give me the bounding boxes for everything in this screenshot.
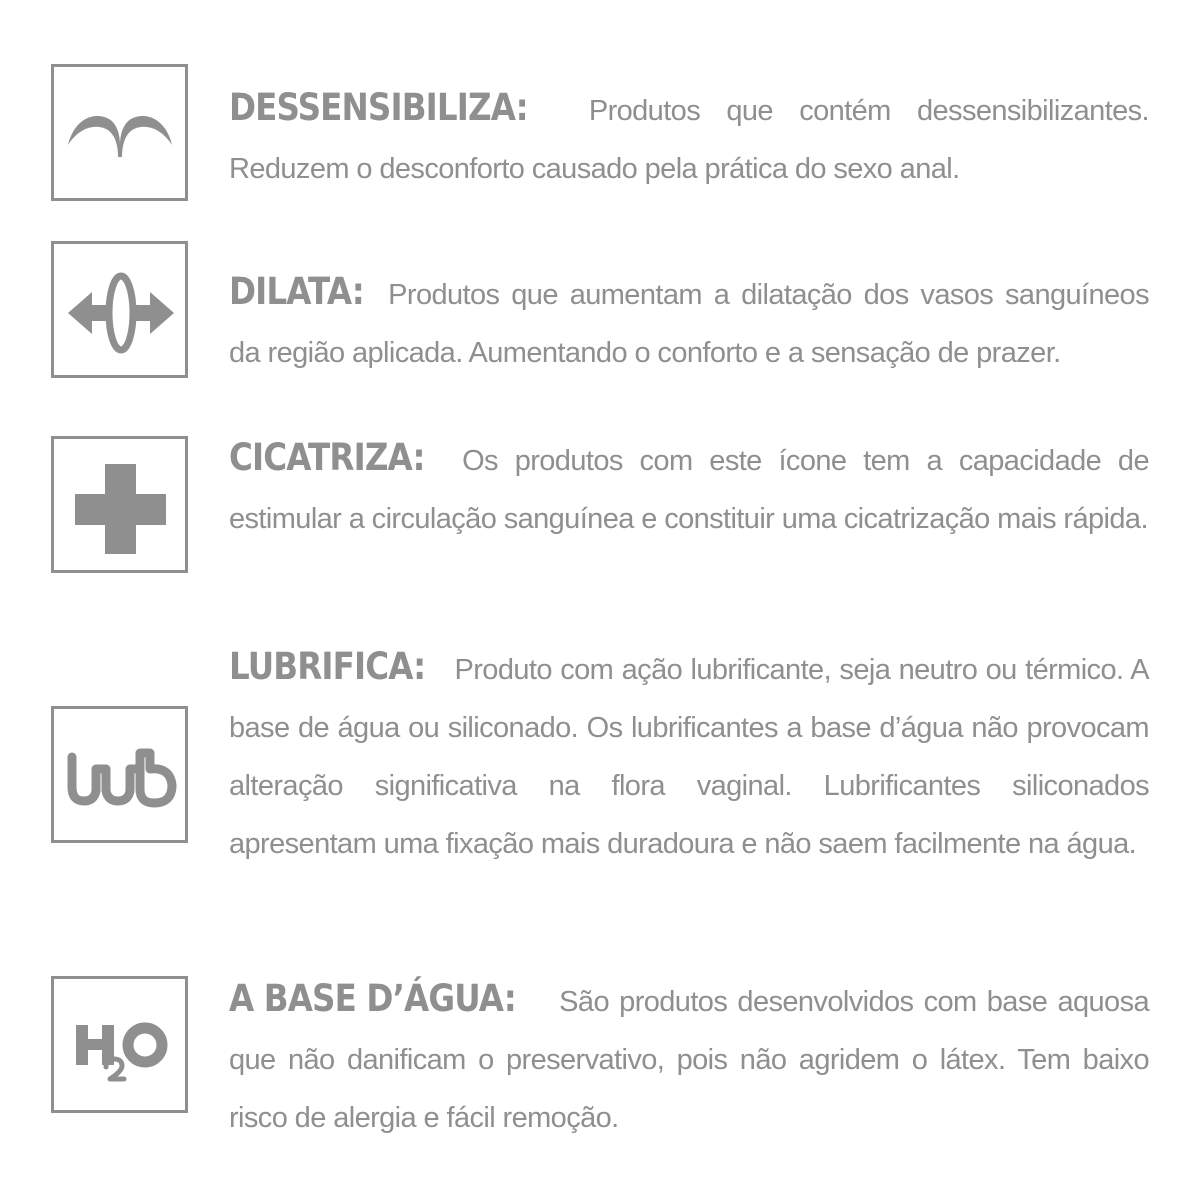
legend-label: LUBRIFICA:	[229, 645, 426, 688]
legend-description: Produtos que aumentam a dilatação dos vasos sanguíneos da região aplicada. Aumentando o conforto e a sensação de prazer.	[229, 279, 1149, 369]
icon-box	[51, 64, 188, 201]
h2o-icon	[54, 979, 185, 1110]
icon-box	[51, 706, 188, 843]
legend-label: CICATRIZA:	[229, 436, 425, 479]
lub-icon	[54, 709, 185, 840]
legend-text	[229, 429, 1149, 548]
legend-description: São produtos desenvolvidos com base aquosa que não danificam o preservativo, pois não agridem o látex. Tem baixo risco de alergia e fácil remoção.	[229, 986, 1149, 1134]
eyebrow-arc-icon	[54, 67, 185, 198]
legend-text	[229, 79, 1149, 198]
icon-box	[51, 976, 188, 1113]
legend-label: A BASE D’ÁGUA:	[229, 977, 516, 1020]
legend-text	[229, 638, 1149, 873]
legend-label: DILATA:	[229, 270, 364, 313]
icon-box	[51, 436, 188, 573]
plus-cross-icon	[54, 439, 185, 570]
legend-description: Produto com ação lubrificante, seja neutro ou térmico. A base de água ou siliconado. Os lubrificantes a base d’água não provocam alteração significativa na flora vaginal. Lubrificantes siliconados apresentam uma fixação mais duradoura e não saem facilmente na água.	[229, 654, 1149, 860]
legend-text	[229, 263, 1149, 382]
legend-label: DESSENSIBILIZA:	[229, 86, 528, 129]
icon-box	[51, 241, 188, 378]
legend-description: Os produtos com este ícone tem a capacidade de estimular a circulação sanguínea e constituir uma cicatrização mais rápida.	[229, 445, 1149, 535]
legend-text	[229, 970, 1149, 1147]
double-arrow-ring-icon	[54, 244, 185, 375]
legend-description: Produtos que contém dessensibilizantes. Reduzem o desconforto causado pela prática do sexo anal.	[229, 95, 1149, 185]
